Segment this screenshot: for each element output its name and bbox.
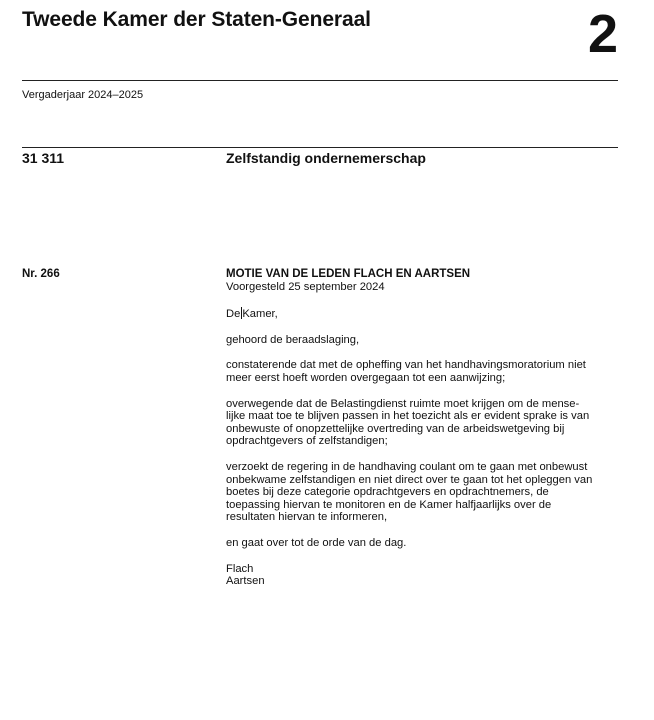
signatory-name: Flach: [226, 562, 254, 575]
address-end: Kamer,: [242, 308, 278, 321]
document-nr: Nr. 266: [22, 268, 60, 280]
paragraph-line: meer eerst hoeft worden overgegaan tot een aanwijzing;: [226, 371, 506, 384]
motion-body[interactable]: [226, 268, 626, 588]
weighing-paragraph: [226, 398, 626, 448]
dossier-number: 31 311: [22, 150, 65, 166]
paragraph-line: overwegende dat de Belastingdienst ruimte moet krijgen om de mense-: [226, 397, 580, 410]
document-number: 2: [587, 4, 618, 64]
paragraph-line: toepassing hiervan te monitoren en de Kamer halfjaarlijks over de: [226, 498, 552, 511]
dossier-title: Zelfstandig ondernemerschap: [226, 150, 426, 166]
paragraph-line: resultaten hiervan te informeren,: [226, 511, 388, 524]
heard-paragraph: gehoord de beraadslaging,: [226, 333, 360, 346]
paragraph-line: lijke maat toe te blijven passen in het toezicht als er evident sprake is van: [226, 410, 590, 423]
paragraph-line: constaterende dat met de opheffing van het handhavingsmoratorium niet: [226, 359, 586, 372]
dossier-divider: [22, 147, 618, 148]
proposed-date: Voorgesteld 25 september 2024: [226, 280, 385, 293]
address-line[interactable]: [226, 307, 626, 321]
paragraph-line: opdrachtgevers of zelfstandigen;: [226, 435, 388, 448]
request-paragraph: [226, 461, 626, 524]
address-start: De: [226, 308, 241, 321]
page-header-title: Tweede Kamer der Staten-Generaal: [22, 8, 371, 31]
paragraph-line: onbekwame zelfstandigen en niet direct over te gaan tot het opleggen van: [226, 473, 593, 486]
considering-paragraph: [226, 359, 626, 384]
paragraph-line: onbewuste of onopzettelijke overtreding van de arbeidswetgeving bij: [226, 422, 565, 435]
signatory-name: Aartsen: [226, 575, 265, 588]
paragraph-line: boetes bij deze categorie opdrachtgevers en opdrachtnemers, de: [226, 486, 549, 499]
paragraph-line: verzoekt de regering in de handhaving coulant om te gaan met onbewust: [226, 460, 588, 473]
closing-paragraph: en gaat over tot de orde van de dag.: [226, 536, 407, 549]
motion-heading: MOTIE VAN DE LEDEN FLACH EN AARTSEN: [226, 268, 471, 280]
session-year: Vergaderjaar 2024–2025: [22, 89, 144, 101]
signatories: [226, 563, 626, 588]
header-divider: [22, 80, 618, 81]
